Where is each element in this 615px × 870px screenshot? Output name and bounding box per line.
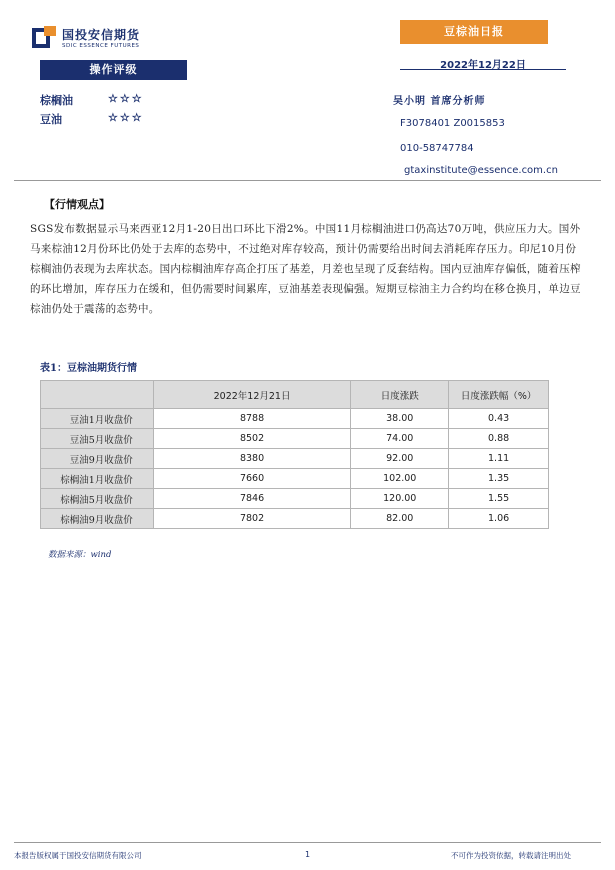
close-price-cell: 7660 bbox=[153, 469, 351, 489]
report-banner: 豆棕油日报 bbox=[400, 20, 548, 44]
daily-change-cell: 102.00 bbox=[351, 469, 449, 489]
table-row bbox=[41, 469, 549, 489]
rating-stars-icon: ☆☆☆ bbox=[108, 111, 144, 124]
analyst-email[interactable]: gtaxinstitute@essence.com.cn bbox=[404, 165, 558, 176]
table-row bbox=[41, 449, 549, 469]
rating-item bbox=[40, 111, 200, 127]
table-row bbox=[41, 509, 549, 529]
analyst-name: 吴小明 首席分析师 bbox=[393, 96, 486, 107]
table-header-cell: 2022年12月21日 bbox=[153, 381, 351, 409]
daily-change-cell: 92.00 bbox=[351, 449, 449, 469]
daily-change-pct-cell: 1.35 bbox=[449, 469, 549, 489]
footer-divider bbox=[14, 842, 601, 843]
footer-copyright: 本报告版权属于国投安信期货有限公司 bbox=[14, 851, 142, 860]
daily-change-pct-cell: 1.11 bbox=[449, 449, 549, 469]
daily-change-cell: 82.00 bbox=[351, 509, 449, 529]
table-header-cell: 日度涨跌幅（%） bbox=[449, 381, 549, 409]
close-price-cell: 8380 bbox=[153, 449, 351, 469]
logo-name-en: SDIC ESSENCE FUTURES bbox=[62, 43, 140, 49]
rating-title: 操作评级 bbox=[40, 60, 187, 80]
daily-change-cell: 38.00 bbox=[351, 409, 449, 429]
row-label: 棕榈油1月收盘价 bbox=[41, 469, 154, 489]
table-title: 表1：豆棕油期货行情 bbox=[40, 363, 137, 374]
futures-table bbox=[40, 380, 549, 529]
report-date: 2022年12月22日 bbox=[440, 60, 526, 71]
close-price-cell: 7802 bbox=[153, 509, 351, 529]
daily-change-pct-cell: 0.43 bbox=[449, 409, 549, 429]
daily-change-cell: 120.00 bbox=[351, 489, 449, 509]
daily-change-pct-cell: 1.06 bbox=[449, 509, 549, 529]
rating-item-name: 豆油 bbox=[40, 113, 62, 126]
table-header-cell: 日度涨跌 bbox=[351, 381, 449, 409]
close-price-cell: 7846 bbox=[153, 489, 351, 509]
rating-item-name: 棕榈油 bbox=[40, 94, 73, 107]
row-label: 豆油9月收盘价 bbox=[41, 449, 154, 469]
row-label: 棕榈油5月收盘价 bbox=[41, 489, 154, 509]
row-label: 棕榈油9月收盘价 bbox=[41, 509, 154, 529]
analyst-cert: F3078401 Z0015853 bbox=[400, 118, 505, 129]
table-row bbox=[41, 429, 549, 449]
table-row bbox=[41, 489, 549, 509]
header-divider bbox=[14, 180, 601, 181]
page-number: 1 bbox=[305, 850, 311, 859]
logo-name-cn: 国投安信期货 bbox=[62, 28, 141, 42]
section-title: 【行情观点】 bbox=[44, 198, 110, 211]
table-row bbox=[41, 409, 549, 429]
close-price-cell: 8502 bbox=[153, 429, 351, 449]
rating-item bbox=[40, 92, 200, 108]
row-label: 豆油5月收盘价 bbox=[41, 429, 154, 449]
analyst-phone: 010-58747784 bbox=[400, 143, 474, 154]
daily-change-cell: 74.00 bbox=[351, 429, 449, 449]
daily-change-pct-cell: 1.55 bbox=[449, 489, 549, 509]
market-view-paragraph: SGS发布数据显示马来西亚12月1-20日出口环比下滑2%。中国11月棕榈油进口仍高达70万吨，供应压力大。国外马来棕油12月份环比仍处于去库的态势中，不过绝对库存较高，预计仍需要给出时间去消耗库存压力。印尼10月份棕榈油仍表现为去库状态。国内棕榈油库存高企打压了基差，月差也呈现了反套结构。国内豆油库存偏低，随着压榨的环比增加，库存压力在缓和，但仍需要时间累库，豆油基差表现偏强。短期豆棕油主力合约均在移仓换月，单边豆棕油仍处于震荡的态势中。 bbox=[30, 223, 581, 315]
close-price-cell: 8788 bbox=[153, 409, 351, 429]
daily-change-pct-cell: 0.88 bbox=[449, 429, 549, 449]
table-header-row bbox=[41, 381, 549, 409]
data-source: 数据来源：wind bbox=[48, 550, 112, 560]
logo-mark-icon bbox=[32, 26, 58, 50]
table-header-cell bbox=[41, 381, 154, 409]
company-logo bbox=[32, 24, 172, 56]
row-label: 豆油1月收盘价 bbox=[41, 409, 154, 429]
date-divider bbox=[400, 69, 566, 70]
rating-stars-icon: ☆☆☆ bbox=[108, 92, 144, 105]
footer-disclaimer: 不可作为投资依据，转载请注明出处 bbox=[451, 851, 571, 860]
